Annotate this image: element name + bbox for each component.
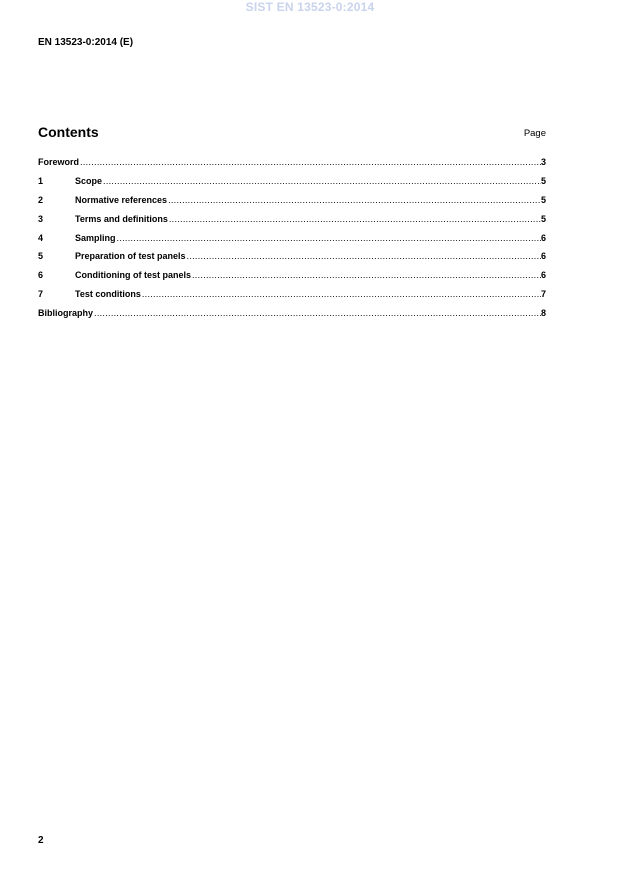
toc-dot-leader [169, 214, 541, 224]
toc-entry-number: 3 [38, 213, 44, 224]
toc-entry-foreword[interactable] [38, 157, 546, 176]
toc-entry-page: 6 [540, 232, 546, 243]
toc-entry-title: Bibliography [38, 308, 94, 319]
toc-dot-leader [80, 157, 541, 167]
toc-entry-title: Foreword [38, 157, 80, 167]
toc-entry-number: 5 [38, 251, 44, 262]
toc-entry-normative-references[interactable] [38, 195, 546, 214]
toc-entry-title: Test conditions [75, 289, 141, 300]
toc-entry-title: Conditioning of test panels [75, 270, 191, 281]
toc-dot-leader [187, 251, 541, 261]
toc-entry-terms-and-definitions[interactable] [38, 214, 546, 233]
toc-entry-number: 7 [38, 289, 44, 300]
contents-title: Contents [38, 124, 99, 140]
toc-entry-preparation-of-test-panels[interactable] [38, 251, 546, 270]
page-column-label: Page [523, 128, 546, 139]
toc-entry-page: 6 [540, 251, 546, 262]
toc-dot-leader [103, 176, 541, 186]
toc-entry-page: 5 [540, 194, 546, 205]
toc-entry-bibliography[interactable] [38, 308, 546, 327]
toc-entry-title: Terms and definitions [75, 213, 168, 224]
toc-entry-page: 3 [540, 157, 546, 167]
toc-dot-leader [117, 233, 541, 243]
toc-entry-scope[interactable] [38, 176, 546, 195]
toc-dot-leader [168, 195, 541, 205]
toc-entry-page: 5 [540, 175, 546, 186]
toc-entry-sampling[interactable] [38, 233, 546, 252]
toc-entry-page: 8 [540, 308, 546, 319]
toc-entry-number: 4 [38, 232, 44, 243]
toc-dot-leader [94, 308, 541, 318]
toc-dot-leader [192, 270, 541, 280]
toc-entry-page: 5 [540, 213, 546, 224]
toc-entry-title: Normative references [75, 194, 168, 205]
toc-entry-title: Preparation of test panels [75, 251, 186, 262]
watermark: SIST EN 13523-0:2014 [245, 0, 375, 14]
page-number: 2 [38, 835, 44, 846]
document-id-header: EN 13523-0:2014 (E) [38, 37, 134, 48]
toc-dot-leader [142, 289, 541, 299]
toc-entry-conditioning-of-test-panels[interactable] [38, 270, 546, 289]
toc-entry-page: 7 [540, 289, 546, 300]
toc-entry-number: 6 [38, 270, 44, 281]
toc-entry-number: 2 [38, 194, 44, 205]
toc-entry-test-conditions[interactable] [38, 289, 546, 308]
toc-entry-title: Sampling [75, 232, 116, 243]
toc-entry-page: 6 [540, 270, 546, 281]
table-of-contents [38, 157, 546, 327]
toc-entry-title: Scope [75, 175, 103, 186]
toc-entry-number: 1 [38, 175, 44, 186]
